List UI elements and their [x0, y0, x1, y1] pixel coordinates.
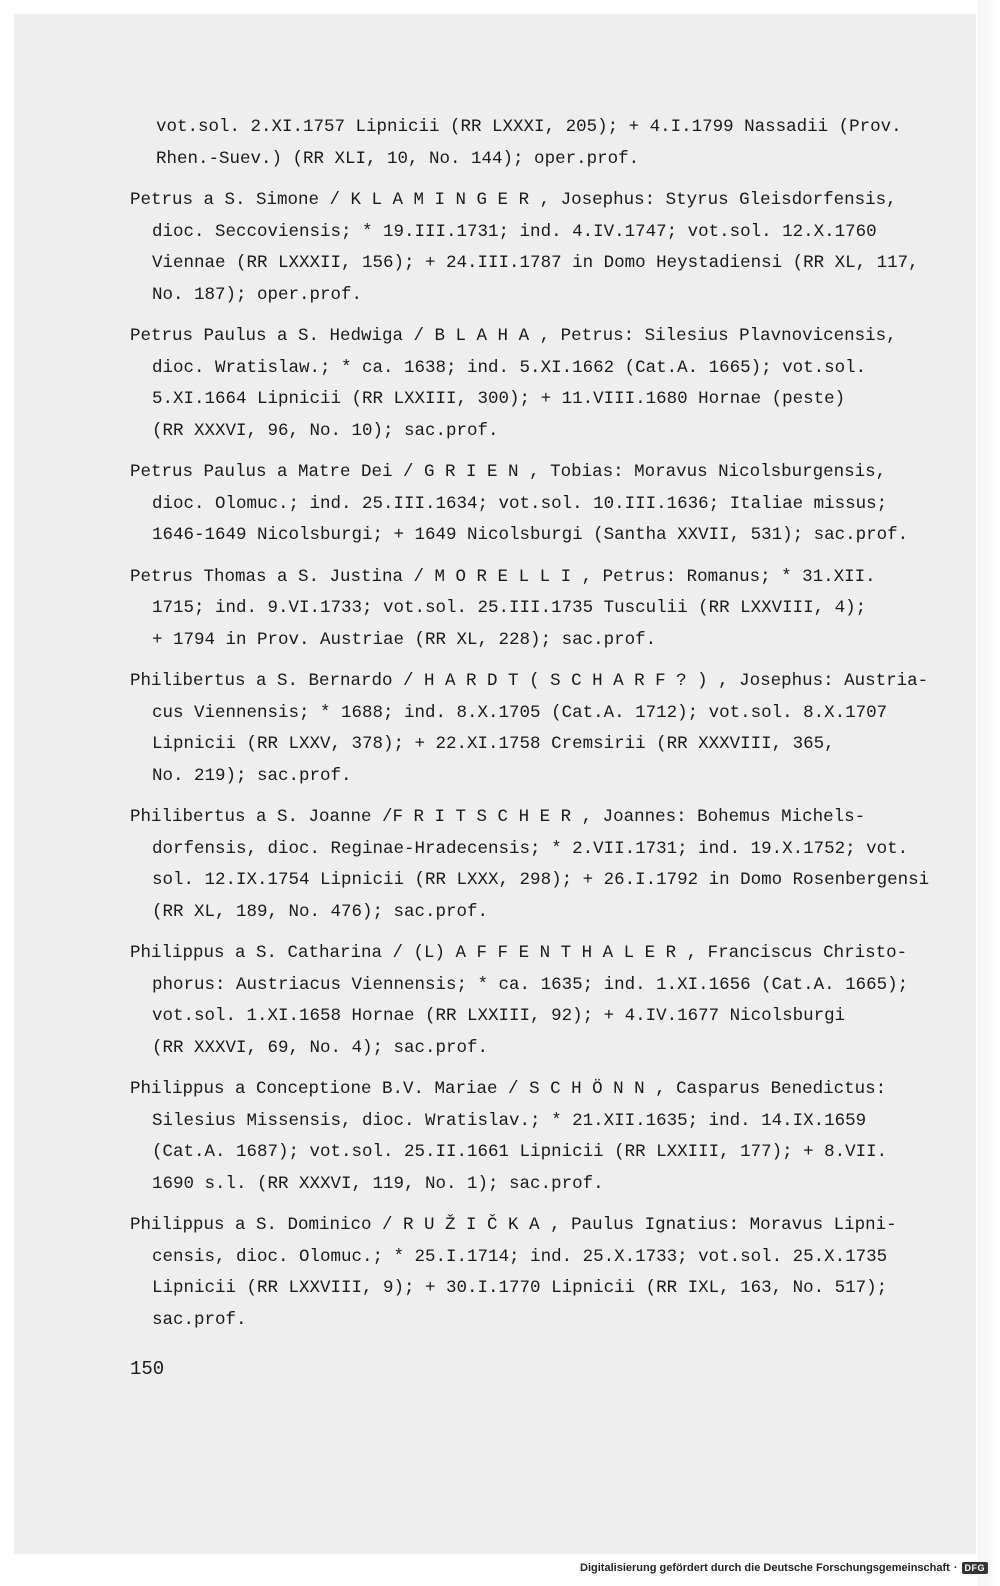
- scan-edge: [978, 0, 1000, 1586]
- list-item: [130, 802, 930, 928]
- entry-line: dioc. Wratislaw.; * ca. 1638; ind. 5.XI.1662 (Cat.A. 1665); vot.sol.: [152, 357, 867, 378]
- list-item: [130, 112, 920, 175]
- entry-line: censis, dioc. Olomuc.; * 25.I.1714; ind. 25.X.1733; vot.sol. 25.X.1735: [152, 1246, 888, 1267]
- entry-heading-line: Petrus Thomas a S. Justina / M O R E L L I , Petrus: Romanus; * 31.XII.: [130, 566, 876, 587]
- entry-line: (RR XXXVI, 96, No. 10); sac.prof.: [152, 420, 499, 441]
- entry-line: 1715; ind. 9.VI.1733; vot.sol. 25.III.1735 Tusculii (RR LXXVIII, 4);: [152, 598, 867, 618]
- page-number: 150: [130, 1358, 165, 1380]
- entry-list: [130, 112, 930, 1346]
- entry-heading-line: Philibertus a S. Joanne /F R I T S C H E R , Joannes: Bohemus Michels-: [130, 807, 866, 827]
- entry-line: phorus: Austriacus Viennensis; * ca. 1635; ind. 1.XI.1656 (Cat.A. 1665);: [152, 974, 909, 995]
- entry-line: Viennae (RR LXXXII, 156); + 24.III.1787 in Domo Heystadiensi (RR XL, 117,: [152, 253, 919, 273]
- entry-line: + 1794 in Prov. Austriae (RR XL, 228); sac.prof.: [152, 629, 657, 650]
- entry-line: dioc. Olomuc.; ind. 25.III.1634; vot.sol. 10.III.1636; Italiae missus;: [152, 493, 888, 514]
- entry-heading-line: Philibertus a S. Bernardo / H A R D T ( S C H A R F ? ) , Josephus: Austria-: [130, 671, 929, 691]
- list-item: [130, 1210, 920, 1336]
- entry-line: Rhen.-Suev.) (RR XLI, 10, No. 144); oper.prof.: [156, 148, 640, 169]
- entry-line: vot.sol. 2.XI.1757 Lipnicii (RR LXXXI, 205); + 4.I.1799 Nassadii (Prov.: [156, 117, 902, 137]
- entry-line: 1690 s.l. (RR XXXVI, 119, No. 1); sac.prof.: [152, 1173, 604, 1194]
- list-item: [130, 321, 920, 447]
- list-item: [130, 185, 920, 311]
- entry-line: dioc. Seccoviensis; * 19.III.1731; ind. 4.IV.1747; vot.sol. 12.X.1760: [152, 221, 877, 242]
- dfg-logo-icon: DFG: [962, 1562, 989, 1574]
- entry-line: Lipnicii (RR LXXVIII, 9); + 30.I.1770 Lipnicii (RR IXL, 163, No. 517);: [152, 1278, 888, 1298]
- list-item: [130, 457, 920, 552]
- entry-line: 1646-1649 Nicolsburgi; + 1649 Nicolsburgi (Santha XXVII, 531); sac.prof.: [152, 525, 909, 545]
- entry-line: No. 187); oper.prof.: [152, 284, 363, 305]
- list-item: [130, 938, 920, 1064]
- entry-heading-line: Petrus a S. Simone / K L A M I N G E R , Josephus: Styrus Gleisdorfensis,: [130, 190, 897, 210]
- entry-line: sol. 12.IX.1754 Lipnicii (RR LXXX, 298); + 26.I.1792 in Domo Rosenbergensi: [152, 870, 930, 890]
- entry-line: 5.XI.1664 Lipnicii (RR LXXIII, 300); + 11.VIII.1680 Hornae (peste): [152, 389, 846, 409]
- footer-text: Digitalisierung gefördert durch die Deutsche Forschungsgemeinschaft: [580, 1562, 950, 1574]
- footer-credit[interactable]: Digitalisierung gefördert durch die Deutsche Forschungsgemeinschaft · DFG: [580, 1562, 988, 1574]
- entry-line: cus Viennensis; * 1688; ind. 8.X.1705 (Cat.A. 1712); vot.sol. 8.X.1707: [152, 702, 888, 723]
- list-item: [130, 666, 929, 792]
- entry-heading-line: Philippus a S. Catharina / (L) A F F E N T H A L E R , Franciscus Christo-: [130, 943, 908, 963]
- entry-line: Silesius Missensis, dioc. Wratislav.; * 21.XII.1635; ind. 14.IX.1659: [152, 1110, 867, 1131]
- entry-line: No. 219); sac.prof.: [152, 765, 352, 786]
- entry-heading-line: Philippus a S. Dominico / R U Ž I Č K A , Paulus Ignatius: Moravus Lipni-: [130, 1215, 897, 1235]
- entry-heading-line: Petrus Paulus a S. Hedwiga / B L A H A , Petrus: Silesius Plavnovicensis,: [130, 326, 897, 346]
- entry-line: dorfensis, dioc. Reginae-Hradecensis; * 2.VII.1731; ind. 19.X.1752; vot.: [152, 838, 909, 859]
- entry-line: sac.prof.: [152, 1309, 247, 1330]
- entry-line: (RR XL, 189, No. 476); sac.prof.: [152, 901, 489, 922]
- entry-line: (Cat.A. 1687); vot.sol. 25.II.1661 Lipnicii (RR LXXIII, 177); + 8.VII.: [152, 1142, 888, 1162]
- list-item: [130, 562, 920, 657]
- entry-line: (RR XXXVI, 69, No. 4); sac.prof.: [152, 1037, 489, 1058]
- entry-line: vot.sol. 1.XI.1658 Hornae (RR LXXIII, 92); + 4.IV.1677 Nicolsburgi: [152, 1006, 846, 1026]
- list-item: [130, 1074, 920, 1200]
- entry-heading-line: Philippus a Conceptione B.V. Mariae / S C H Ö N N , Casparus Benedictus:: [130, 1079, 887, 1099]
- entry-line: Lipnicii (RR LXXV, 378); + 22.XI.1758 Cremsirii (RR XXXVIII, 365,: [152, 734, 835, 754]
- entry-heading-line: Petrus Paulus a Matre Dei / G R I E N , Tobias: Moravus Nicolsburgensis,: [130, 462, 887, 482]
